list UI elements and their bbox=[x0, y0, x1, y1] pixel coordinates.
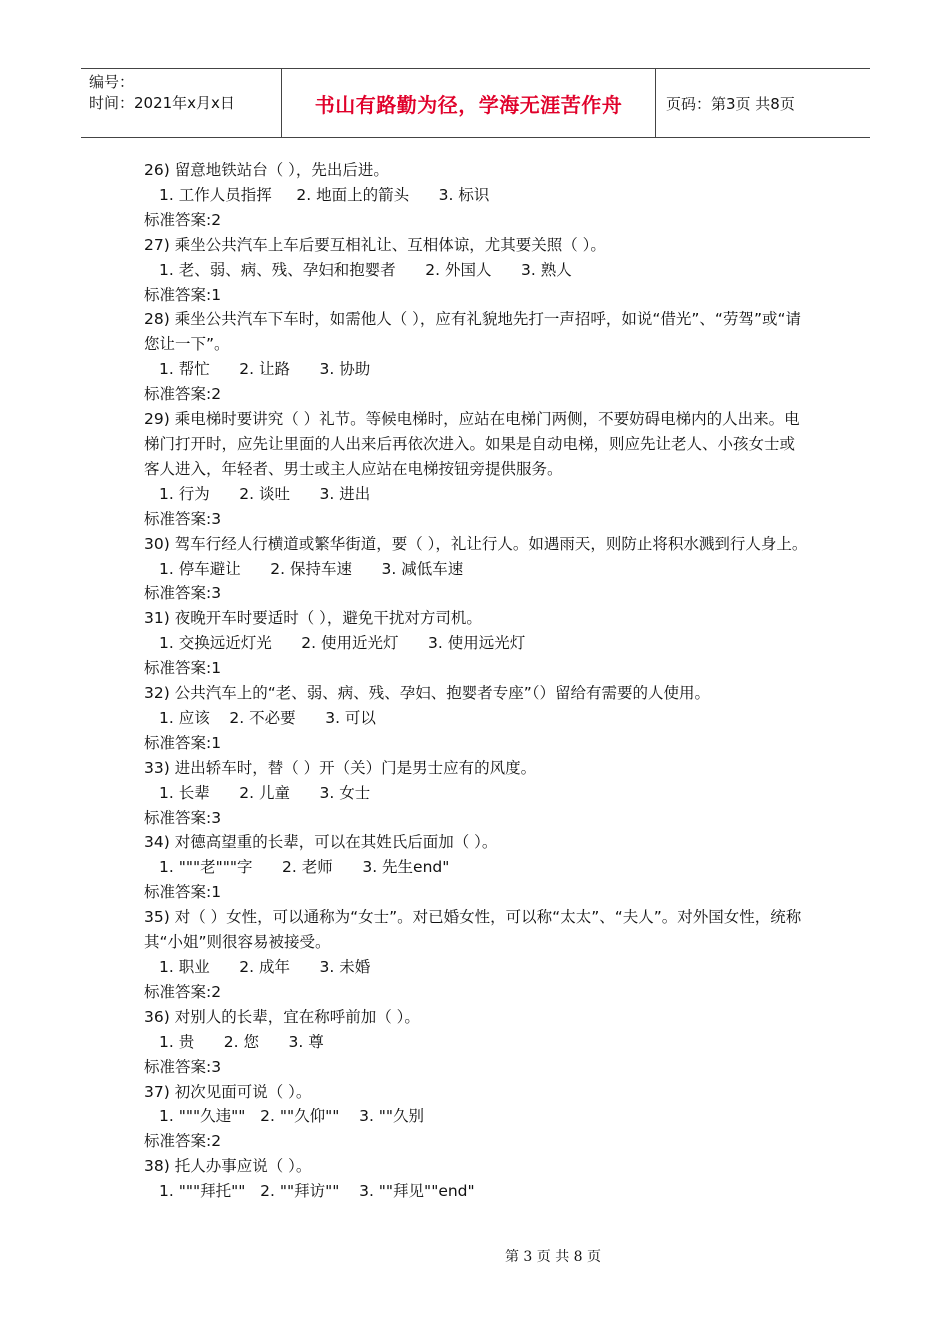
question-item bbox=[144, 681, 809, 756]
question-answer: 标准答案:1 bbox=[144, 285, 222, 304]
header-meta bbox=[81, 69, 282, 137]
question-answer: 标准答案:1 bbox=[144, 883, 222, 902]
question-text: 35) 对（ ）女性，可以通称为“女士”。对已婚女性，可以称“太太”、“夫人”。对外国女性，统称其“小姐”则很容易被接受。 bbox=[144, 908, 802, 952]
question-answer: 标准答案:3 bbox=[144, 509, 222, 528]
question-item bbox=[144, 606, 809, 681]
question-options: 1. """久违"" 2. ""久仰"" 3. ""久别 bbox=[159, 1107, 425, 1126]
question-options: 1. 停车避让 2. 保持车速 3. 减低车速 bbox=[159, 559, 464, 578]
question-text: 32) 公共汽车上的“老、弱、病、残、孕妇、抱婴者专座”（）留给有需要的人使用。 bbox=[144, 684, 711, 703]
question-options: 1. 交换远近灯光 2. 使用近光灯 3. 使用远光灯 bbox=[159, 634, 526, 653]
question-answer: 标准答案:1 bbox=[144, 733, 222, 752]
question-options: 1. 帮忙 2. 让路 3. 协助 bbox=[159, 360, 371, 379]
question-text: 29) 乘电梯时要讲究（ ）礼节。等候电梯时，应站在电梯门两侧，不要妨碍电梯内的人出来。电梯门打开时，应先让里面的人出来后再依次进入。如果是自动电梯，则应先让老人、小孩女士或客人进入，年轻者、男士或主人应站在电梯按钮旁提供服务。 bbox=[144, 410, 800, 478]
question-answer: 标准答案:2 bbox=[144, 385, 222, 404]
question-text: 30) 驾车行经人行横道或繁华街道，要（ ），礼让行人。如遇雨天，则防止将积水溅到行人身上。 bbox=[144, 534, 808, 553]
question-answer: 标准答案:3 bbox=[144, 584, 222, 603]
question-item bbox=[144, 1005, 809, 1080]
question-text: 31) 夜晚开车时要适时（ ），避免干扰对方司机。 bbox=[144, 609, 482, 628]
question-item bbox=[144, 307, 809, 407]
question-text: 38) 托人办事应说（ ）。 bbox=[144, 1157, 312, 1176]
question-options: 1. 工作人员指挥 2. 地面上的箭头 3. 标识 bbox=[159, 185, 490, 204]
question-text: 27) 乘坐公共汽车上车后要互相礼让、互相体谅，尤其要关照（ ）。 bbox=[144, 235, 606, 254]
question-item bbox=[144, 233, 809, 308]
header-page-label: 页码：第3页 共8页 bbox=[666, 94, 795, 113]
page-footer bbox=[0, 1246, 950, 1266]
question-text: 37) 初次见面可说（ ）。 bbox=[144, 1082, 312, 1101]
question-item bbox=[144, 532, 809, 607]
question-answer: 标准答案:1 bbox=[144, 659, 222, 678]
question-item bbox=[144, 158, 809, 233]
question-options: 1. 行为 2. 谈吐 3. 进出 bbox=[159, 484, 371, 503]
question-list bbox=[144, 158, 809, 1204]
question-text: 36) 对别人的长辈，宜在称呼前加（ ）。 bbox=[144, 1007, 420, 1026]
question-text: 34) 对德高望重的长辈，可以在其姓氏后面加（ ）。 bbox=[144, 833, 498, 852]
question-item bbox=[144, 756, 809, 831]
question-item bbox=[144, 1080, 809, 1155]
question-text: 33) 进出轿车时，替（ ）开（关）门是男士应有的风度。 bbox=[144, 758, 537, 777]
page-header bbox=[81, 68, 870, 138]
question-item bbox=[144, 407, 809, 532]
question-answer: 标准答案:3 bbox=[144, 1057, 222, 1076]
question-answer: 标准答案:2 bbox=[144, 1132, 222, 1151]
question-answer: 标准答案:2 bbox=[144, 210, 222, 229]
serial-label: 编号： bbox=[89, 73, 135, 91]
header-motto: 书山有路勤为径，学海无涯苦作舟 bbox=[282, 69, 656, 137]
question-answer: 标准答案:3 bbox=[144, 808, 222, 827]
question-text: 28) 乘坐公共汽车下车时，如需他人（ ），应有礼貌地先打一声招呼，如说“借光”、“劳驾”或“请您让一下”。 bbox=[144, 310, 802, 354]
question-answer: 标准答案:2 bbox=[144, 982, 222, 1001]
question-item bbox=[144, 905, 809, 1005]
question-options: 1. 长辈 2. 儿童 3. 女士 bbox=[159, 783, 371, 802]
question-item bbox=[144, 830, 809, 905]
question-text: 26) 留意地铁站台（ ），先出后进。 bbox=[144, 161, 389, 179]
question-options: 1. 应该 2. 不必要 3. 可以 bbox=[159, 708, 376, 727]
date-label: 时间：2021年x月x日 bbox=[89, 94, 235, 112]
question-options: 1. """老"""字 2. 老师 3. 先生end" bbox=[159, 858, 450, 877]
question-item bbox=[144, 1154, 809, 1204]
question-options: 1. 贵 2. 您 3. 尊 bbox=[159, 1032, 324, 1051]
question-options: 1. 老、弱、病、残、孕妇和抱婴者 2. 外国人 3. 熟人 bbox=[159, 260, 572, 279]
question-options: 1. """拜托"" 2. ""拜访"" 3. ""拜见""end" bbox=[159, 1182, 475, 1201]
footer-page-number: 第 3 页 共 8 页 bbox=[504, 1249, 602, 1265]
question-options: 1. 职业 2. 成年 3. 未婚 bbox=[159, 958, 371, 976]
